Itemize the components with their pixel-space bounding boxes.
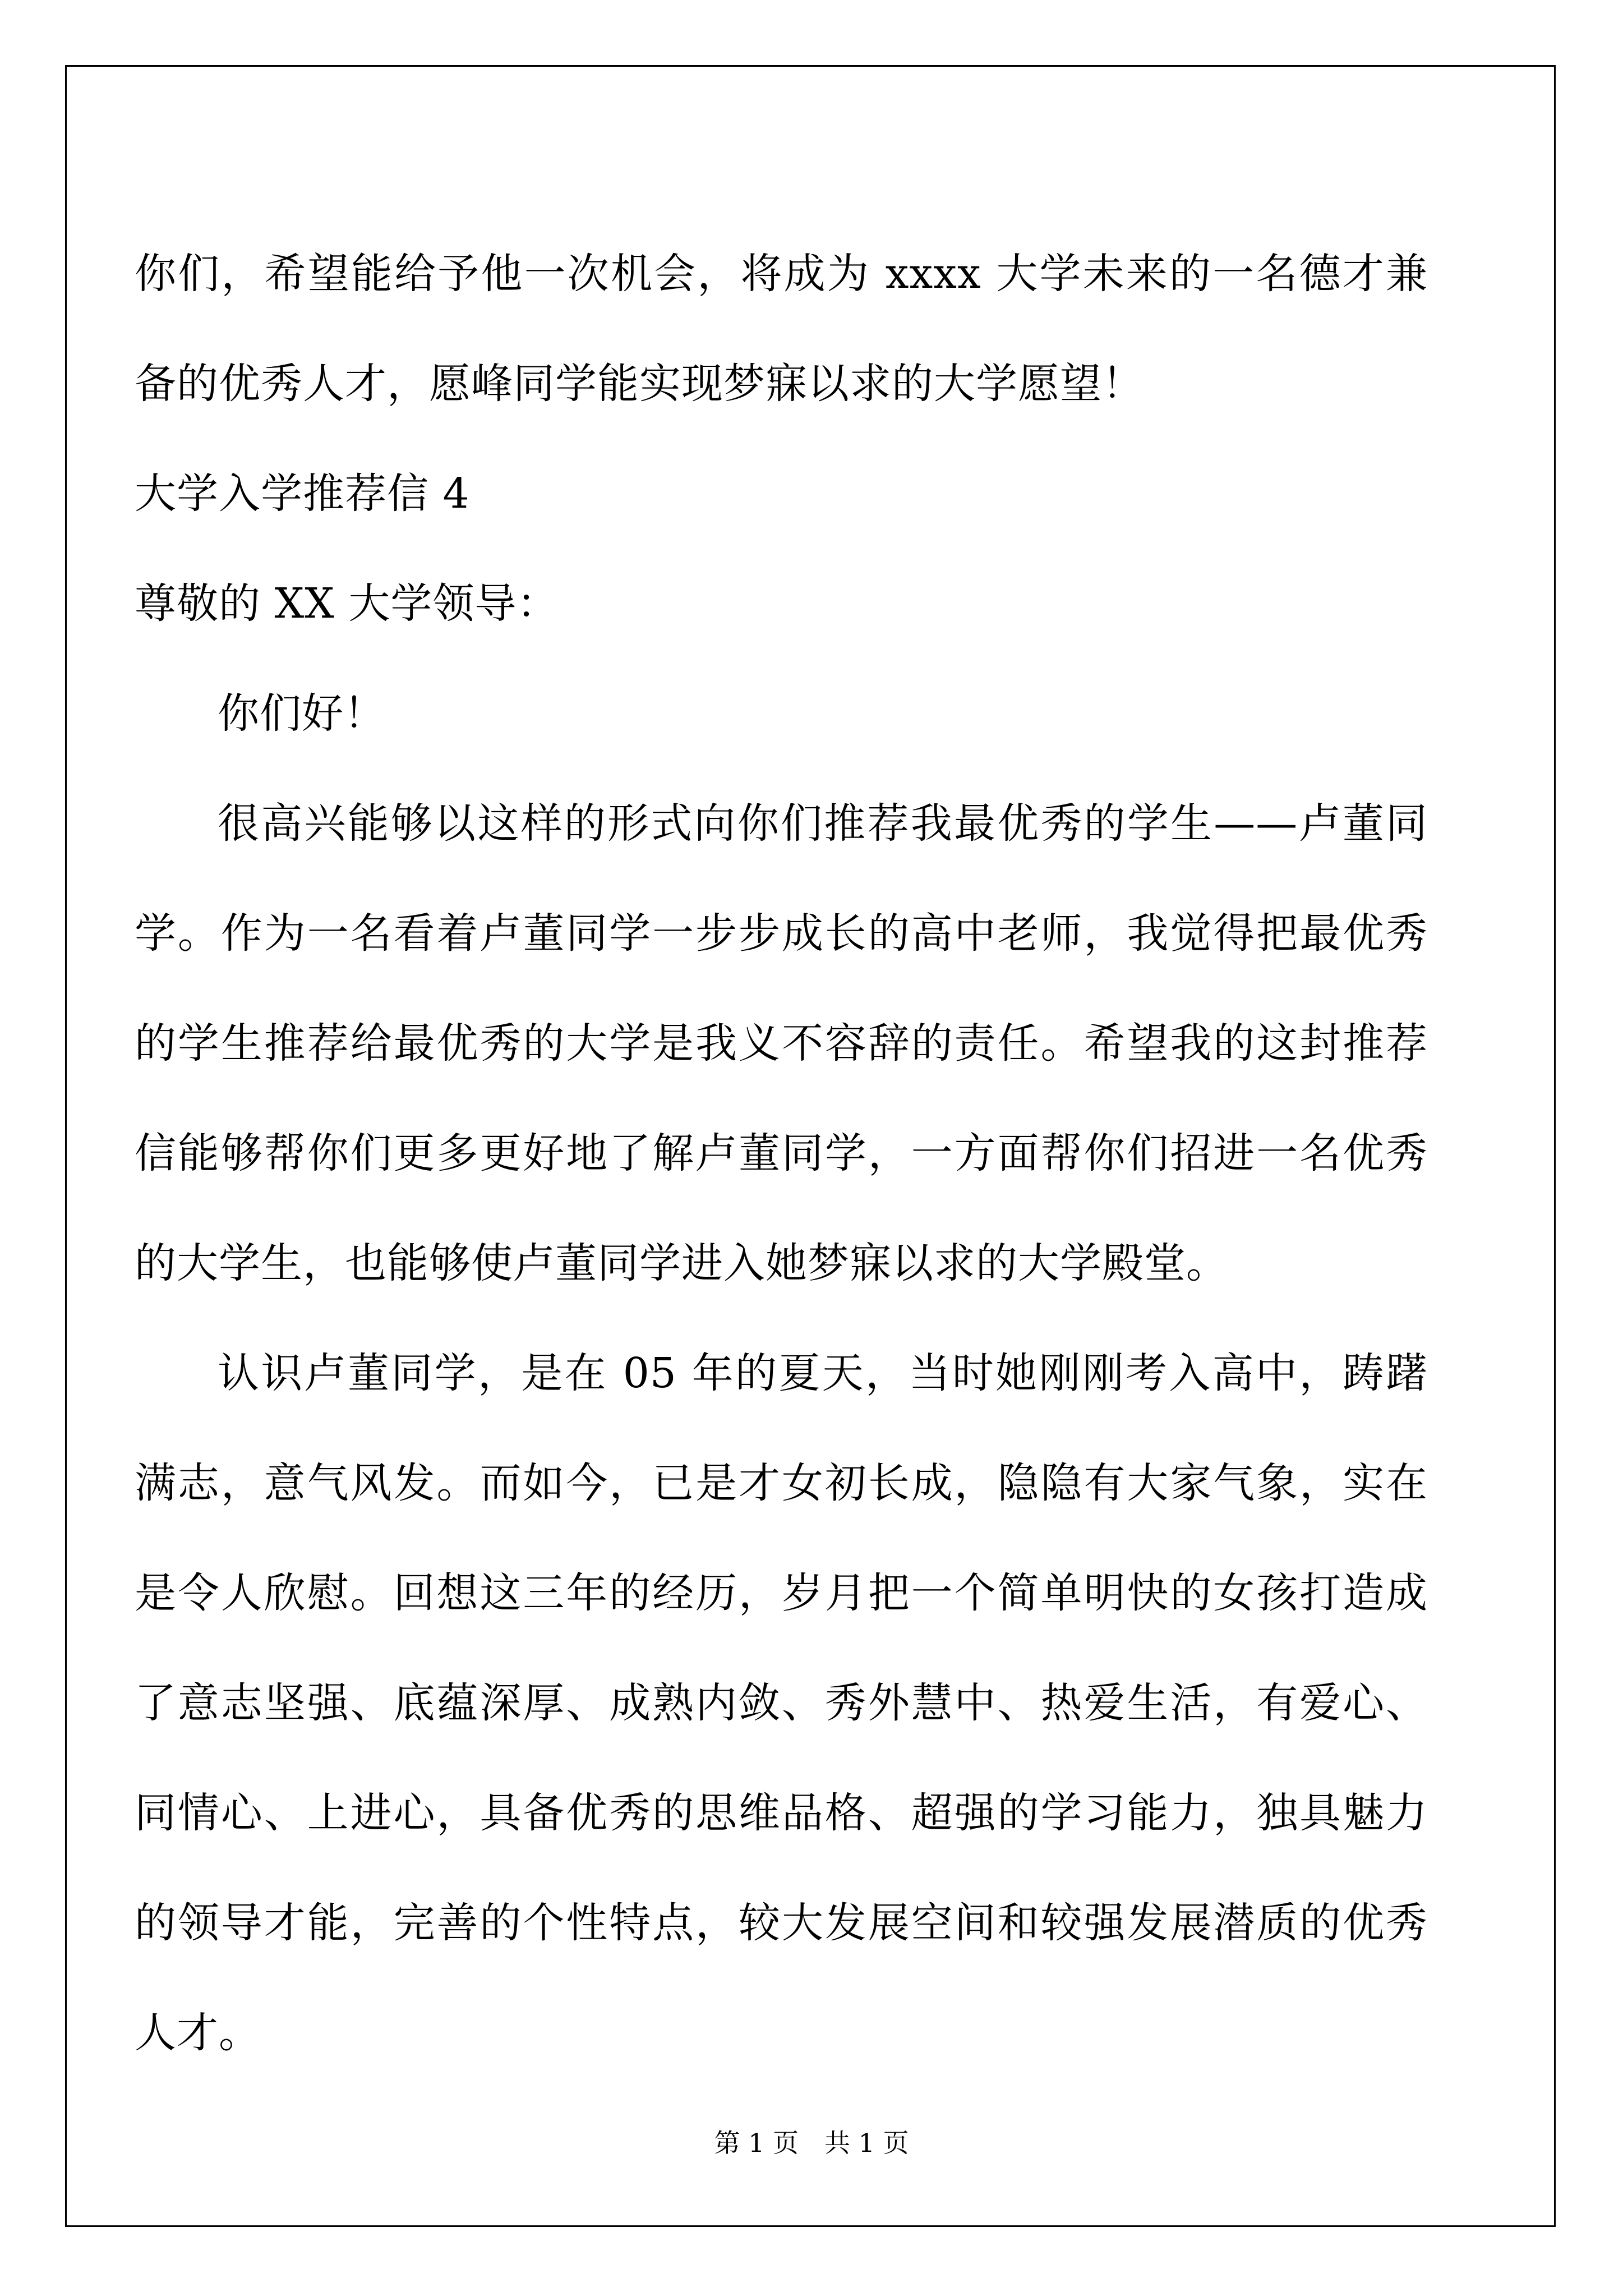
section-heading: 大学入学推荐信 4 <box>135 470 470 518</box>
paragraph-1: 你们，希望能给予他一次机会，将成为 xxxx 大学未来的一名德才兼备的优秀人才，愿峰同学能实现梦寐以求的大学愿望！ <box>135 250 1428 408</box>
salutation: 尊敬的 XX 大学领导： <box>135 579 559 628</box>
paragraph-2: 很高兴能够以这样的形式向你们推荐我最优秀的学生——卢董同学。作为一名看着卢董同学一步步成长的高中老师，我觉得把最优秀的学生推荐给最优秀的大学是我义不容辞的责任。希望我的这封推荐信能够帮你们更多更好地了解卢董同学，一方面帮你们招进一名优秀的大学生，也能够使卢董同学进入她梦寐以求的大学殿堂。 <box>135 799 1428 1287</box>
document-body <box>135 219 1428 2088</box>
paragraph-3: 认识卢董同学，是在 05 年的夏天，当时她刚刚考入高中，踌躇满志，意气风发。而如今，已是才女初长成，隐隐有大家气象，实在是令人欣慰。回想这三年的经历，岁月把一个简单明快的女孩打造成了意志坚强、底蕴深厚、成熟内敛、秀外慧中、热爱生活，有爱心、同情心、上进心，具备优秀的思维品格、超强的学习能力，独具魅力的领导才能，完善的个性特点，较大发展空间和较强发展潜质的优秀人才。 <box>135 1349 1428 2057</box>
page-footer: 第 1 页 共 1 页 <box>714 2128 909 2158</box>
greeting: 你们好！ <box>218 689 386 738</box>
